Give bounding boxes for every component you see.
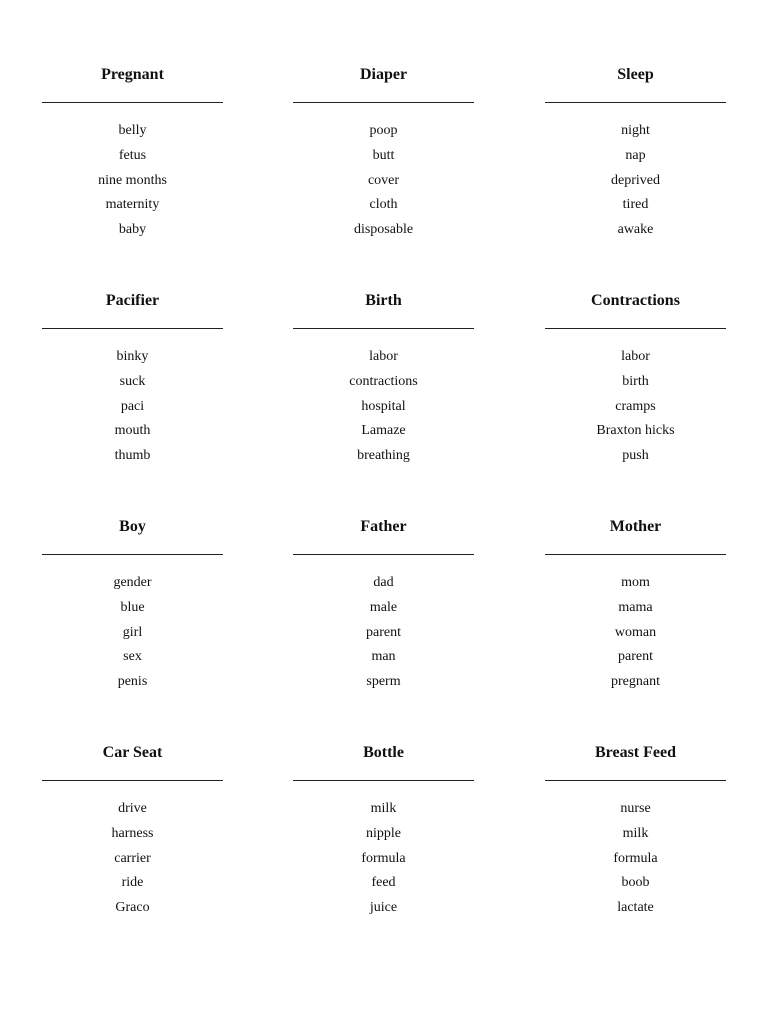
word-list (293, 345, 474, 469)
card-divider (293, 554, 474, 555)
list-item: milk (622, 825, 649, 841)
list-item: sex (123, 649, 142, 665)
card-title: Bottle (363, 744, 404, 761)
list-item: formula (613, 850, 658, 866)
list-item: milk (370, 801, 397, 816)
word-card-diaper (293, 65, 474, 238)
list-item: nap (625, 147, 646, 163)
card-divider (545, 554, 726, 555)
word-list (42, 119, 223, 243)
list-item: blue (120, 599, 145, 615)
card-title: Sleep (617, 66, 654, 83)
word-card-father (293, 517, 474, 690)
list-item: boob (621, 875, 650, 891)
card-divider (42, 102, 223, 103)
list-item: woman (614, 624, 657, 640)
list-item: mama (618, 599, 653, 615)
card-title: Pacifier (105, 292, 160, 309)
list-item: maternity (105, 197, 160, 213)
list-item: juice (369, 900, 398, 916)
list-item: hospital (361, 398, 406, 414)
list-item: man (371, 649, 396, 665)
list-item: suck (119, 373, 146, 389)
word-card-breast-feed (545, 743, 726, 916)
list-item: disposable (353, 222, 414, 238)
list-item: poop (369, 123, 398, 138)
word-list (42, 797, 223, 921)
word-card-contractions (545, 291, 726, 464)
list-item: girl (122, 624, 143, 640)
list-item: nine months (98, 172, 167, 188)
list-item: parent (366, 624, 401, 640)
list-item: breathing (357, 448, 410, 464)
card-title: Contractions (591, 292, 680, 309)
list-item: paci (120, 398, 145, 414)
list-item: mom (621, 575, 650, 590)
word-list (293, 119, 474, 243)
list-item: dad (373, 575, 394, 590)
list-item: lactate (617, 900, 654, 916)
word-list (545, 119, 726, 243)
card-divider (293, 102, 474, 103)
list-item: labor (369, 349, 398, 364)
list-item: night (621, 123, 650, 138)
list-item: labor (621, 349, 650, 364)
list-item: push (622, 448, 649, 464)
card-divider (545, 328, 726, 329)
card-divider (293, 328, 474, 329)
list-item: nipple (366, 825, 401, 841)
word-card-boy (42, 517, 223, 690)
card-divider (545, 780, 726, 781)
word-list (42, 345, 223, 469)
word-list (293, 571, 474, 695)
list-item: fetus (118, 147, 147, 163)
list-item: cramps (615, 398, 656, 414)
word-card-pacifier (42, 291, 223, 464)
list-item: Graco (115, 900, 150, 916)
list-item: sperm (366, 674, 401, 690)
list-item: belly (118, 123, 147, 138)
word-card-bottle (293, 743, 474, 916)
list-item: ride (121, 875, 144, 891)
card-divider (42, 328, 223, 329)
list-item: binky (116, 349, 149, 364)
list-item: cloth (369, 197, 398, 213)
list-item: carrier (114, 850, 151, 866)
list-item: pregnant (611, 674, 660, 690)
card-title: Boy (119, 518, 146, 535)
list-item: male (369, 599, 398, 615)
list-item: tired (622, 197, 649, 213)
list-item: baby (118, 222, 147, 238)
list-item: drive (118, 801, 147, 816)
card-title: Birth (365, 292, 402, 309)
list-item: butt (372, 147, 395, 163)
word-list (545, 797, 726, 921)
card-title: Pregnant (101, 66, 164, 83)
list-item: Braxton hicks (596, 423, 675, 439)
card-divider (42, 780, 223, 781)
list-item: gender (113, 575, 152, 590)
card-title: Breast Feed (594, 744, 676, 761)
list-item: birth (622, 373, 649, 389)
card-divider (545, 102, 726, 103)
list-item: Lamaze (361, 423, 406, 439)
list-item: penis (117, 674, 148, 690)
card-title: Diaper (359, 66, 408, 83)
word-list (293, 797, 474, 921)
word-card-mother (545, 517, 726, 690)
list-item: thumb (114, 448, 151, 464)
list-item: nurse (620, 801, 651, 816)
word-card-pregnant (42, 65, 223, 238)
word-list (545, 571, 726, 695)
word-list (545, 345, 726, 469)
card-divider (42, 554, 223, 555)
word-list (42, 571, 223, 695)
list-item: mouth (114, 423, 151, 439)
list-item: contractions (349, 373, 418, 389)
word-card-sleep (545, 65, 726, 238)
card-divider (293, 780, 474, 781)
word-card-birth (293, 291, 474, 464)
word-card-car-seat (42, 743, 223, 916)
list-item: formula (361, 850, 406, 866)
list-item: deprived (611, 172, 660, 188)
card-title: Mother (609, 518, 662, 535)
list-item: cover (367, 172, 400, 188)
list-item: awake (617, 222, 654, 238)
list-item: feed (371, 875, 396, 891)
list-item: harness (111, 825, 154, 841)
list-item: parent (618, 649, 653, 665)
card-title: Father (360, 518, 407, 535)
card-title: Car Seat (102, 744, 163, 761)
